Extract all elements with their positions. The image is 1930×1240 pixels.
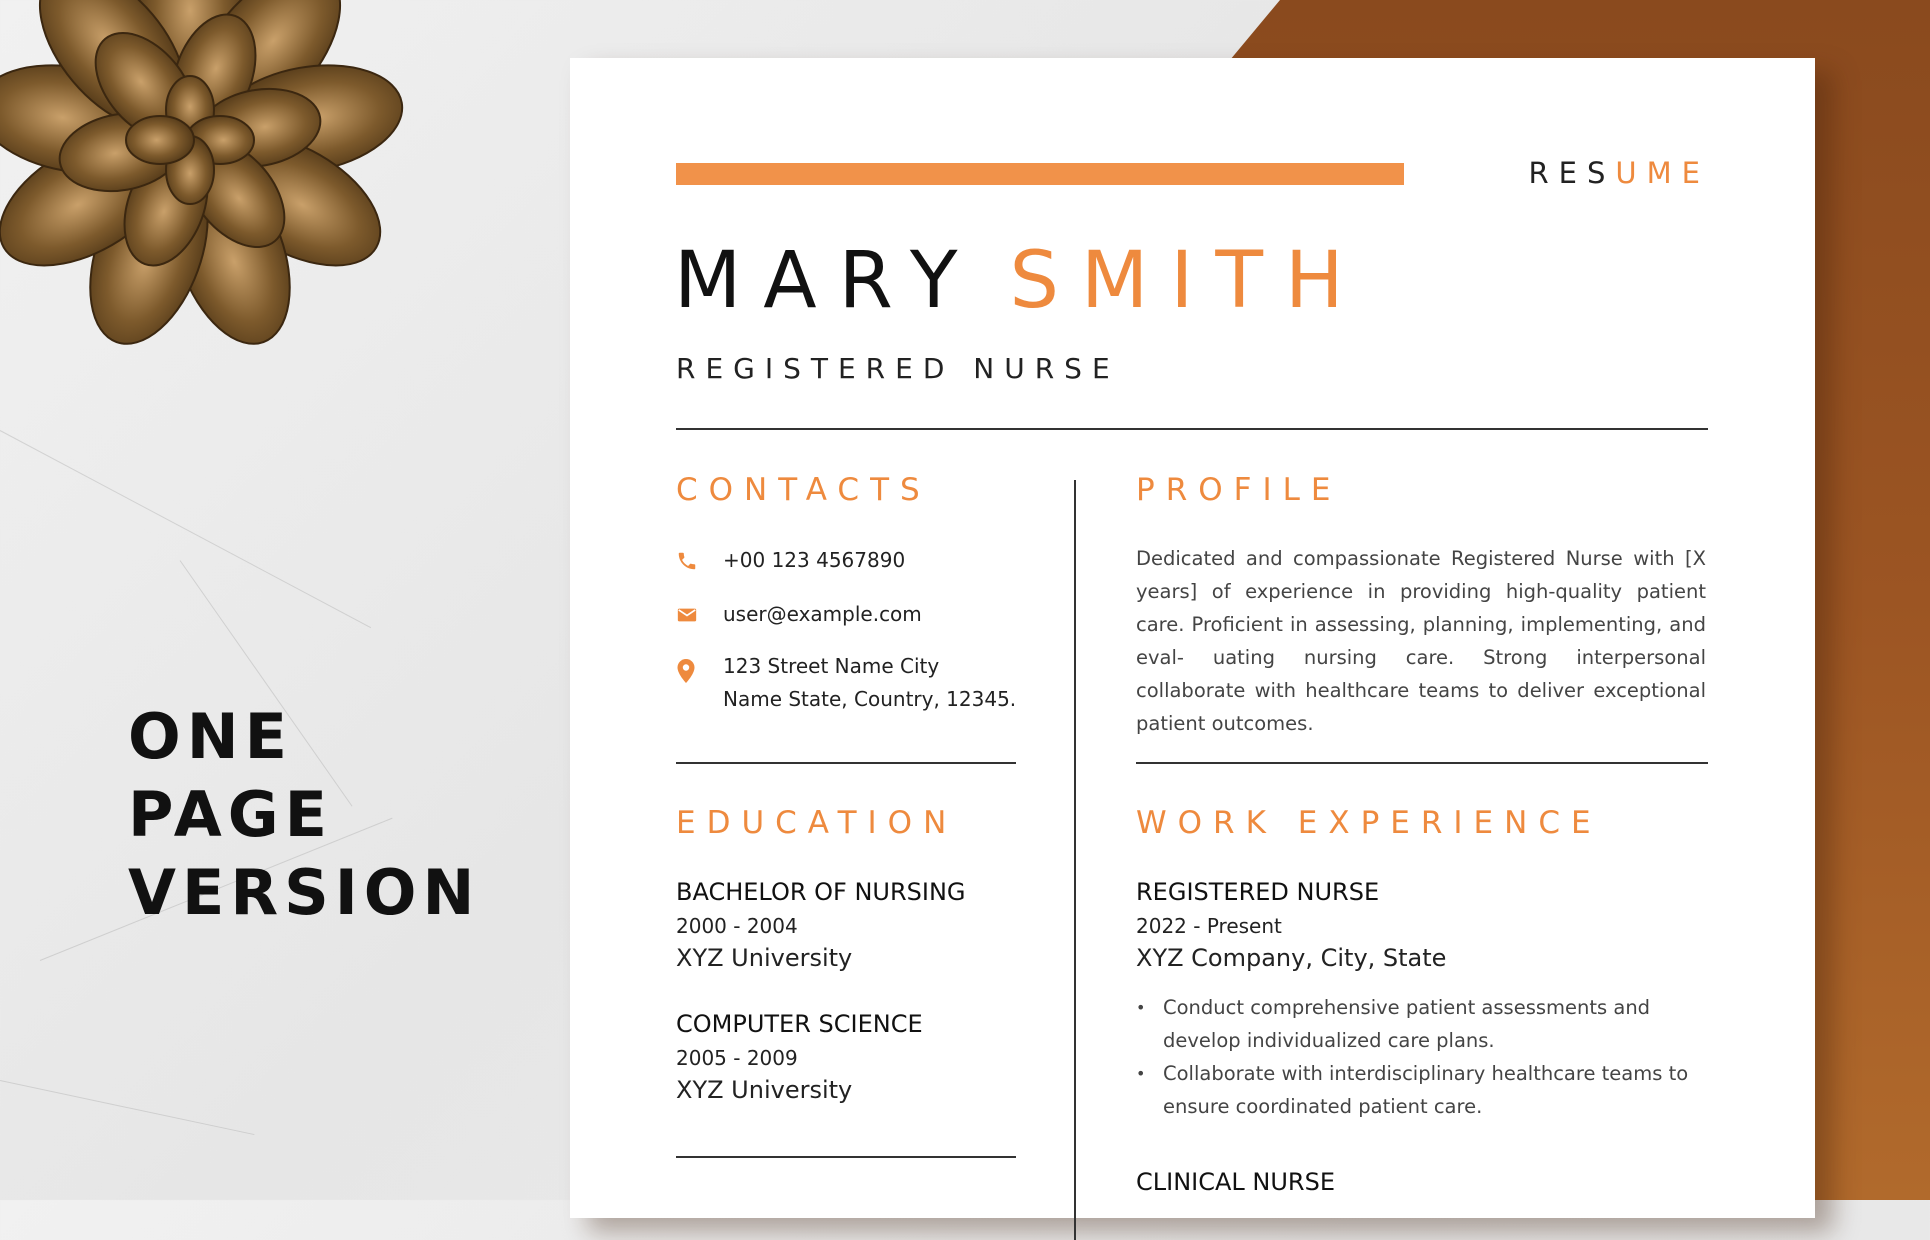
resume-label [1529,156,1710,190]
education-degree: BACHELOR OF NURSING [676,878,966,906]
contacts-heading: CONTACTS [676,472,931,508]
education-degree: COMPUTER SCIENCE [676,1010,923,1038]
job-years: 2022 - Present [1136,914,1282,938]
education-heading: EDUCATION [676,805,958,841]
resume-label-start: RES [1528,156,1616,190]
job-company: XYZ Company, City, State [1136,944,1447,972]
resume-page [570,58,1815,1218]
education-school: XYZ University [676,944,853,972]
list-item: • Conduct comprehensive patient assessments and develop individualized care plans. [1136,991,1706,1057]
email-icon [676,604,698,626]
location-pin-icon [676,658,696,684]
phone-icon [676,550,698,572]
list-item: • Collaborate with interdisciplinary healthcare teams to ensure coordinated patient care. [1136,1057,1706,1123]
last-name: SMITH [1009,236,1366,326]
first-name: MARY [674,236,980,326]
phone-text: +00 123 4567890 [723,548,906,572]
address-line-2: Name State, Country, 12345. [723,687,1017,711]
tagline-line: VERSION [128,856,481,929]
job-duties-list [1136,991,1706,1123]
education-years: 2005 - 2009 [676,1046,798,1070]
contacts-divider [676,762,1016,764]
profile-heading: PROFILE [1136,472,1342,508]
succulent-plant-image [0,0,460,360]
accent-bar [676,163,1404,185]
work-experience-heading: WORK EXPERIENCE [1136,805,1602,841]
tagline-line: ONE [128,700,293,773]
column-divider [1074,480,1076,1240]
tagline [128,698,480,932]
email-text: user@example.com [723,602,922,626]
address-line-1: 123 Street Name City [723,654,940,678]
resume-label-end: UME [1615,156,1710,190]
job-title: REGISTERED NURSE [676,352,1120,385]
education-years: 2000 - 2004 [676,914,798,938]
marble-vein [0,1080,254,1135]
full-name [674,236,1366,326]
job-title: CLINICAL NURSE [1136,1168,1336,1196]
tagline-line: PAGE [128,778,333,851]
header-divider [676,428,1708,430]
education-school: XYZ University [676,1076,853,1104]
education-divider [676,1156,1016,1158]
profile-text: Dedicated and compassionate Registered Nurse with [X years] of experience in providing high-quality patient care. Proficient in assessing, planning, implementing, and eval- uating nursing care. Strong interpersonal collaborate with healthcare teams to deliver exceptional patient outcomes. [1136,547,1706,735]
job-title: REGISTERED NURSE [1136,878,1380,906]
profile-divider [1136,762,1708,764]
marble-vein [0,430,371,628]
